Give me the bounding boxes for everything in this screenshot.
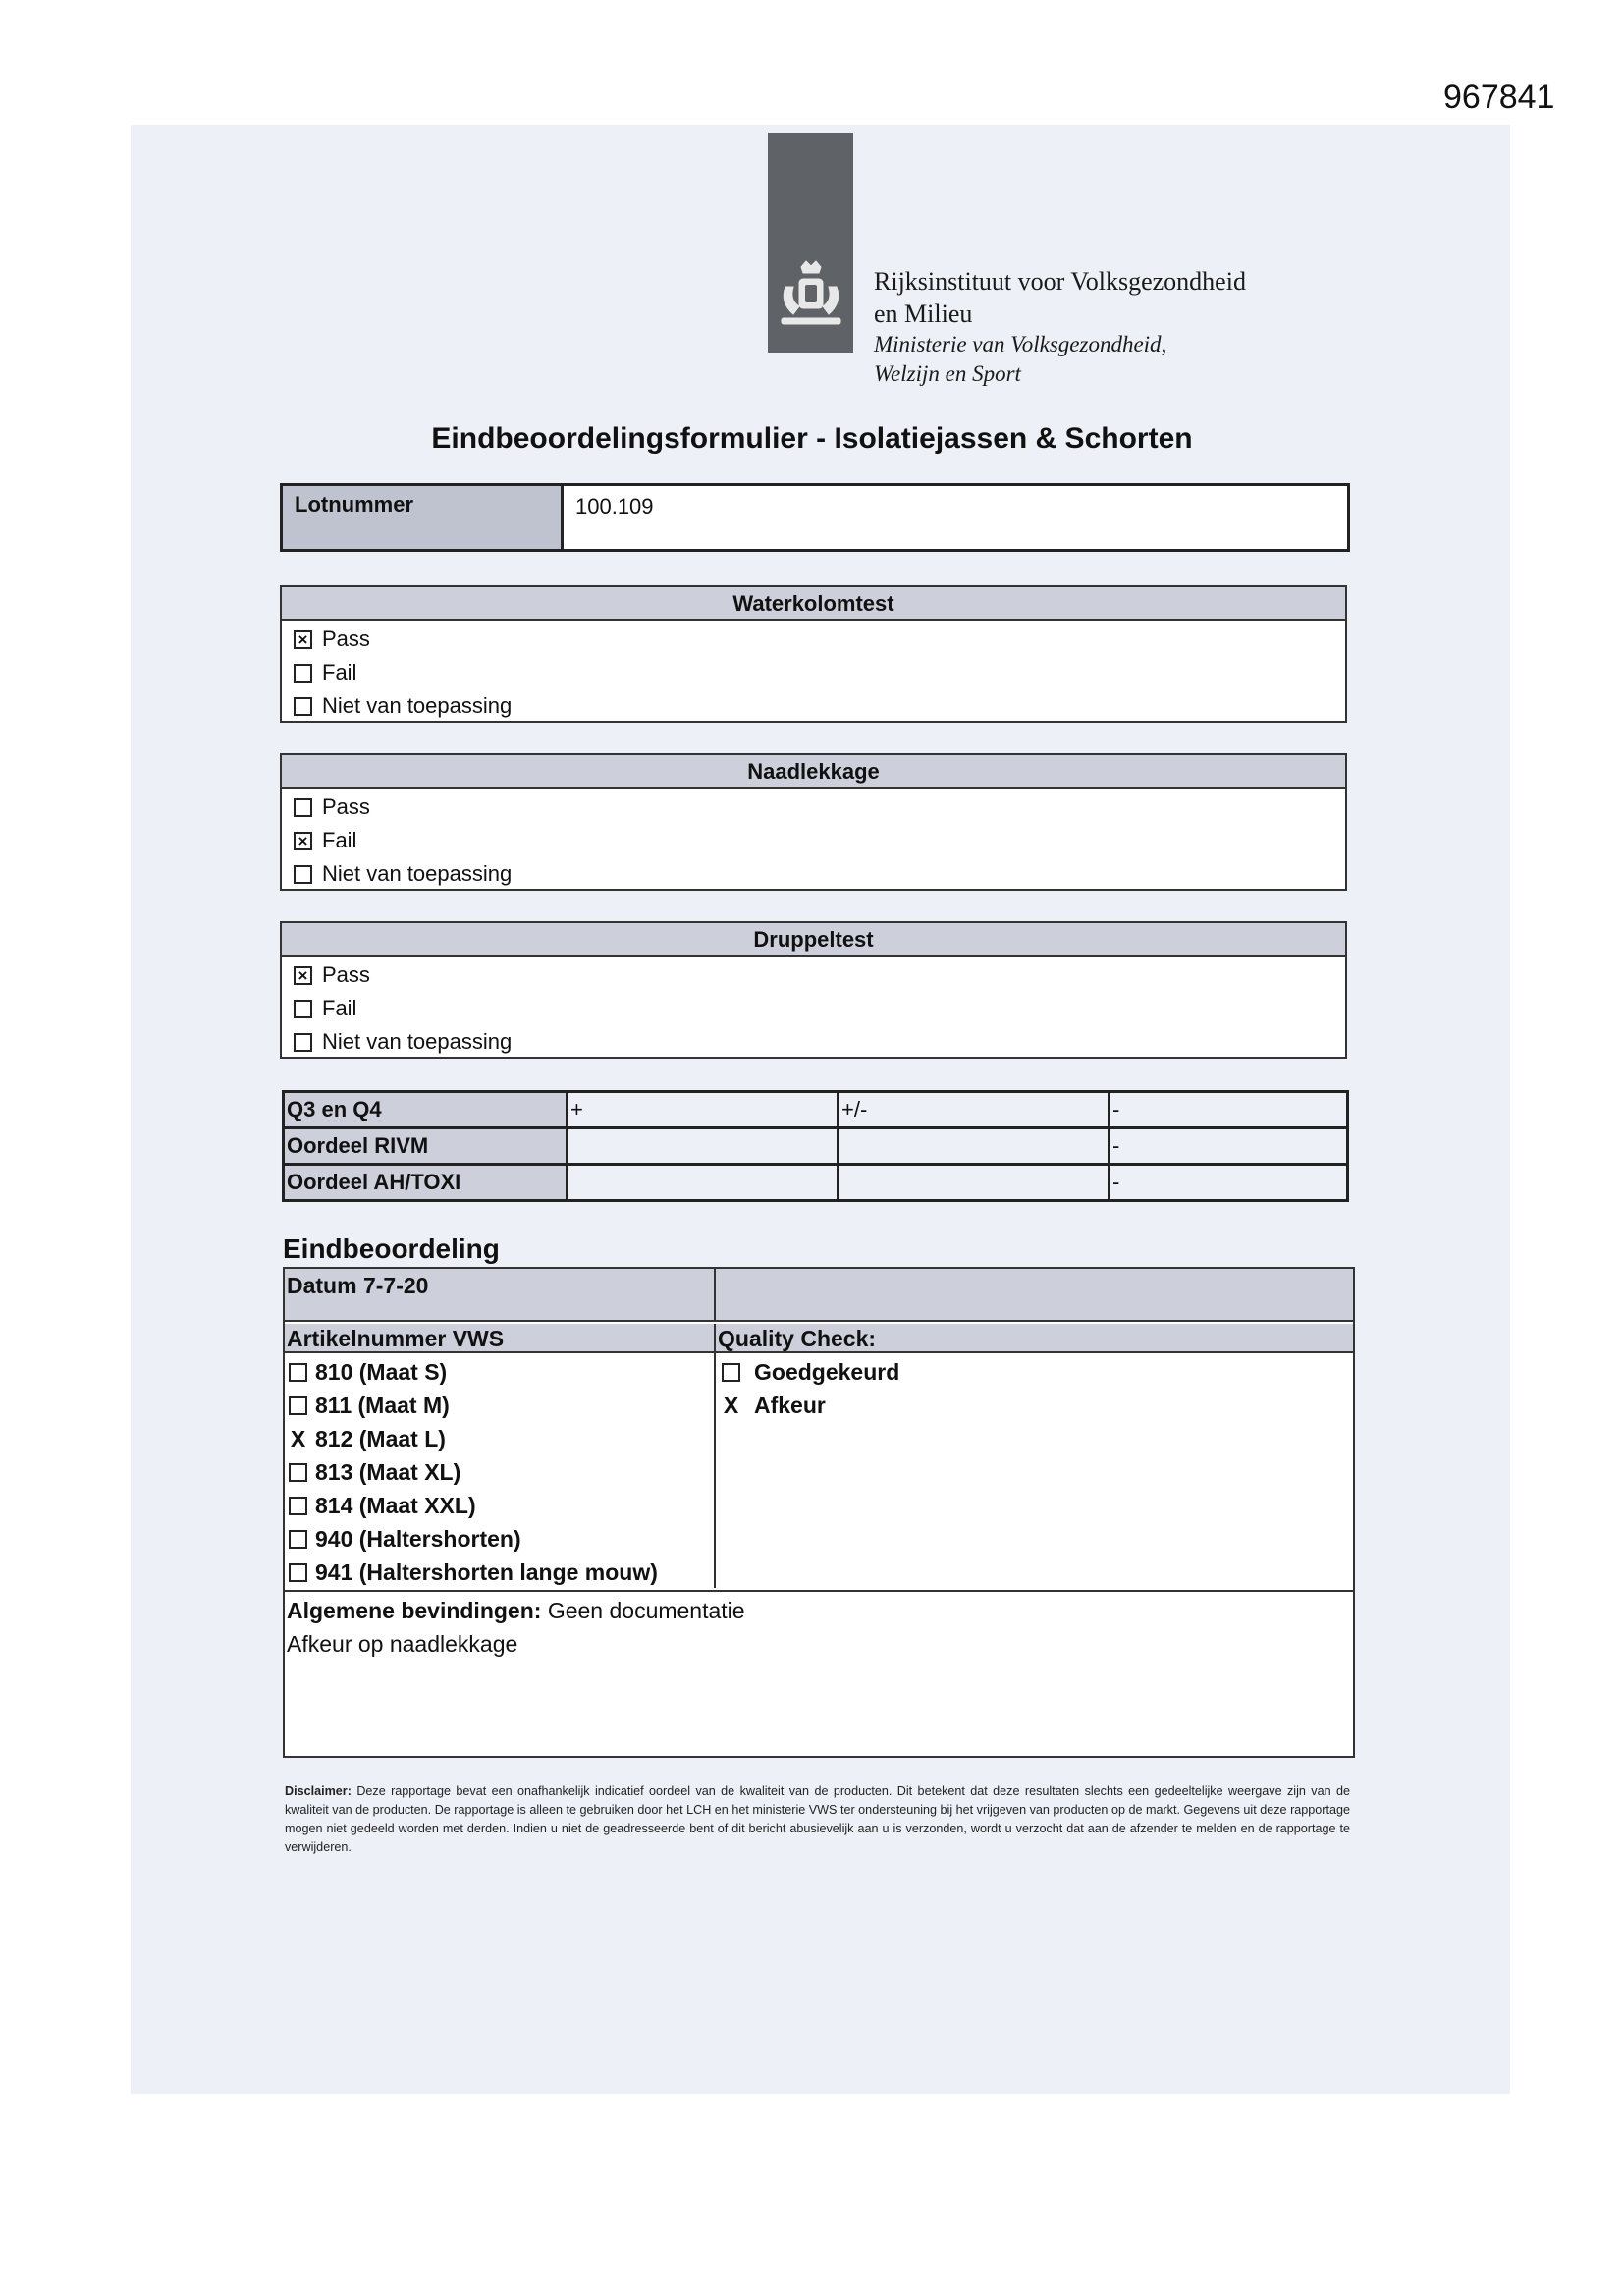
- table-cell[interactable]: +/-: [839, 1092, 1110, 1128]
- table-row: [284, 1128, 1348, 1165]
- checkbox[interactable]: [294, 798, 312, 817]
- disclaimer-label: Disclaimer:: [285, 1784, 352, 1798]
- disclaimer-text: Deze rapportage bevat een onafhankelijk indicatief oordeel van de kwaliteit van de producten. Dit betekent dat deze resultaten slechts een gedeeltelijke weergave zijn van de kwaliteit van de producten. De rapportage is alleen te gebruiken door het LCH en het ministerie VWS ter ondersteuning bij het vrijgeven van producten op de markt. Gegevens uit deze rapportage mogen niet gedeeld worden met derden. Indien u niet de geadresseerde bent of dit bericht abusievelijk aan u is verzonden, wordt u verzocht dat aan de afzender te melden en de rapportage te verwijderen.: [285, 1784, 1351, 1854]
- findings-text: Geen documentatie: [547, 1598, 745, 1623]
- checkbox[interactable]: ×: [294, 630, 312, 649]
- article-label: 814 (Maat XXL): [315, 1493, 476, 1518]
- option-label: Fail: [322, 828, 357, 852]
- row-label: Oordeel RIVM: [284, 1128, 568, 1165]
- option-not-applicable[interactable]: [294, 857, 1333, 891]
- option-fail[interactable]: [294, 824, 1333, 857]
- general-findings[interactable]: [285, 1590, 1353, 1663]
- checkbox[interactable]: [289, 1396, 307, 1415]
- checkbox[interactable]: [289, 1463, 307, 1482]
- section-waterkolomtest: [280, 585, 1347, 723]
- option-label: Fail: [322, 996, 357, 1020]
- article-item[interactable]: [289, 1389, 710, 1422]
- table-cell[interactable]: [568, 1128, 839, 1165]
- article-item[interactable]: [289, 1355, 710, 1389]
- article-label: 812 (Maat L): [315, 1426, 446, 1451]
- quality-option-rejected[interactable]: [722, 1389, 1349, 1422]
- checkbox[interactable]: ×: [294, 832, 312, 850]
- option-not-applicable[interactable]: [294, 1025, 1333, 1059]
- table-row: [284, 1092, 1348, 1128]
- table-cell[interactable]: [568, 1165, 839, 1201]
- article-item[interactable]: [289, 1489, 710, 1522]
- table-cell[interactable]: [839, 1165, 1110, 1201]
- checkbox[interactable]: [294, 664, 312, 683]
- section-naadlekkage: [280, 753, 1347, 891]
- option-pass[interactable]: [294, 958, 1333, 992]
- section-title: Naadlekkage: [282, 755, 1345, 789]
- ministry-line1: Ministerie van Volksgezondheid,: [874, 332, 1167, 356]
- quality-check-header: Quality Check:: [716, 1324, 1353, 1351]
- article-label: 811 (Maat M): [315, 1393, 450, 1418]
- org-name-line2: en Milieu: [874, 300, 973, 328]
- quality-label: Goedgekeurd: [754, 1359, 900, 1385]
- option-label: Niet van toepassing: [322, 693, 513, 718]
- article-list: [285, 1353, 716, 1588]
- table-cell[interactable]: [839, 1128, 1110, 1165]
- row-label: Oordeel AH/TOXI: [284, 1165, 568, 1201]
- checkbox[interactable]: [289, 1497, 307, 1515]
- royal-crest-icon: [772, 257, 850, 336]
- option-not-applicable[interactable]: [294, 689, 1333, 723]
- date-field[interactable]: Datum 7-7-20: [285, 1269, 716, 1320]
- table-row: [284, 1165, 1348, 1201]
- checkbox[interactable]: [722, 1363, 740, 1382]
- option-pass[interactable]: [294, 791, 1333, 824]
- article-number-header: Artikelnummer VWS: [285, 1324, 716, 1351]
- article-item[interactable]: [289, 1556, 710, 1589]
- date-row: [285, 1269, 1353, 1322]
- checkbox[interactable]: X: [723, 1393, 739, 1418]
- lot-value[interactable]: 100.109: [575, 494, 654, 519]
- findings-line2: Afkeur op naadlekkage: [287, 1631, 518, 1657]
- quality-option-approved[interactable]: [722, 1355, 1349, 1389]
- section-title: Druppeltest: [282, 923, 1345, 957]
- section-druppeltest: [280, 921, 1347, 1059]
- article-item[interactable]: [289, 1422, 710, 1455]
- checkbox[interactable]: [289, 1563, 307, 1582]
- checkbox[interactable]: ×: [294, 966, 312, 985]
- document-number: 967841: [1443, 79, 1555, 116]
- article-item[interactable]: [289, 1522, 710, 1556]
- lot-label: Lotnummer: [283, 486, 564, 549]
- ratings-table: [282, 1090, 1349, 1202]
- table-cell[interactable]: -: [1110, 1092, 1348, 1128]
- checkbox[interactable]: X: [290, 1426, 306, 1451]
- checkbox[interactable]: [294, 1033, 312, 1052]
- checkbox[interactable]: [289, 1363, 307, 1382]
- disclaimer: [285, 1782, 1350, 1857]
- final-assessment-title: Eindbeoordeling: [283, 1233, 500, 1264]
- option-fail[interactable]: [294, 656, 1333, 689]
- option-label: Pass: [322, 794, 370, 819]
- table-cell[interactable]: -: [1110, 1165, 1348, 1201]
- column-headers: [285, 1324, 1353, 1353]
- quality-check-list: [718, 1353, 1353, 1588]
- option-label: Niet van toepassing: [322, 1029, 513, 1054]
- findings-label: Algemene bevindingen:: [287, 1598, 542, 1623]
- checkbox[interactable]: [294, 865, 312, 884]
- checkbox[interactable]: [294, 1000, 312, 1018]
- article-label: 813 (Maat XL): [315, 1459, 461, 1485]
- quality-label: Afkeur: [754, 1393, 826, 1418]
- table-cell[interactable]: +: [568, 1092, 839, 1128]
- org-name-line1: Rijksinstituut voor Volksgezondheid: [874, 267, 1246, 296]
- row-label: Q3 en Q4: [284, 1092, 568, 1128]
- option-fail[interactable]: [294, 992, 1333, 1025]
- form-title: Eindbeoordelingsformulier - Isolatiejassen & Schorten: [431, 422, 1193, 455]
- table-cell[interactable]: -: [1110, 1128, 1348, 1165]
- option-label: Fail: [322, 660, 357, 684]
- final-assessment-table: [283, 1267, 1355, 1758]
- checkbox[interactable]: [294, 697, 312, 716]
- ministry-line2: Welzijn en Sport: [874, 361, 1021, 386]
- article-label: 810 (Maat S): [315, 1359, 448, 1385]
- article-label: 940 (Haltershorten): [315, 1526, 521, 1552]
- date-row-blank: [716, 1269, 1353, 1320]
- option-label: Pass: [322, 962, 370, 987]
- section-title: Waterkolomtest: [282, 587, 1345, 621]
- option-pass[interactable]: [294, 623, 1333, 656]
- lot-field: [280, 483, 1350, 552]
- article-label: 941 (Haltershorten lange mouw): [315, 1559, 658, 1585]
- option-label: Niet van toepassing: [322, 861, 513, 886]
- checkbox[interactable]: [289, 1530, 307, 1549]
- article-item[interactable]: [289, 1455, 710, 1489]
- option-label: Pass: [322, 627, 370, 651]
